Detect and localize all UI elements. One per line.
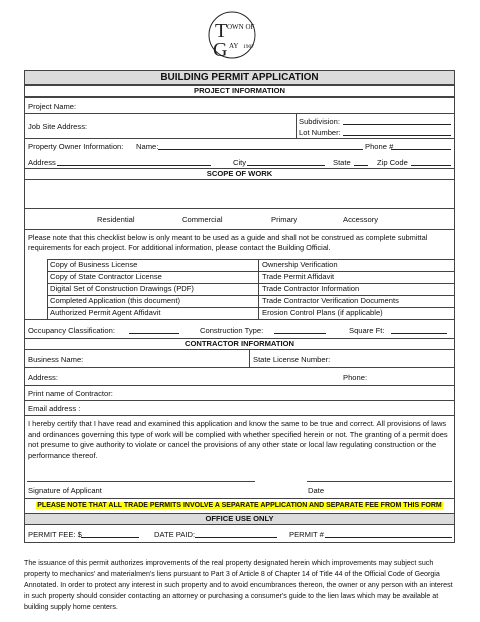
owner-name-label: Name: xyxy=(136,142,159,151)
subdivision-label: Subdivision: xyxy=(299,117,340,126)
checklist-item: Authorized Permit Agent Affidavit xyxy=(50,308,161,317)
logo-ay: AY xyxy=(229,42,239,50)
lot-number-label: Lot Number: xyxy=(299,128,341,137)
job-site-label: Job Site Address: xyxy=(28,122,88,131)
construction-type-label: Construction Type: xyxy=(200,326,264,335)
permit-fee-field[interactable] xyxy=(81,531,139,538)
license-number-label: State License Number: xyxy=(253,355,331,364)
svg-text:T: T xyxy=(215,20,228,42)
city-label: City xyxy=(233,158,247,167)
state-label: State xyxy=(333,158,351,167)
print-name-row xyxy=(24,385,455,401)
occupancy-field[interactable] xyxy=(129,327,179,334)
scope-description-area[interactable] xyxy=(24,179,455,209)
town-logo xyxy=(202,10,274,60)
permit-number-label: PERMIT # xyxy=(289,530,324,539)
checklist-item: Ownership Verification xyxy=(262,260,338,269)
subdivision-field[interactable] xyxy=(343,118,451,125)
date-paid-field[interactable] xyxy=(195,531,277,538)
owner-name-field[interactable] xyxy=(158,143,363,150)
lien-disclaimer: The issuance of this permit authorizes improvements of the real property designated herein which improvements may subject such property to mechanics' and materialmen's liens pursuant to Part 3 of Article 8 of Chapter 14 of Title 44 of the Official Code of Georgia Annotated. In order to protect any interest in such property and to avoid encumbrances thereon, the owner or any person with an interest in such property should consider contacting an attorney or purchasing a consumer's guide to the lien laws which may be available at building supply home centers. xyxy=(24,559,453,611)
zip-field[interactable] xyxy=(411,159,451,166)
checklist-note: Please note that this checklist below is only meant to be used as a guide and shall not be construed as complete submittal requirements for each project. For additional information, please contact the Building Official. xyxy=(28,233,428,252)
certification-section xyxy=(24,415,455,499)
owner-phone-label: Phone # xyxy=(365,142,394,151)
signature-line xyxy=(27,481,255,482)
zip-label: Zip Code xyxy=(377,158,408,167)
project-name-label: Project Name: xyxy=(28,102,77,111)
address-field[interactable] xyxy=(57,159,211,166)
checklist-item: Digital Set of Construction Drawings (PDF) xyxy=(50,284,194,293)
date-label: Date xyxy=(308,486,325,495)
project-name-row xyxy=(24,97,455,114)
checklist-item: Trade Permit Affidavit xyxy=(262,272,335,281)
trade-permit-notice xyxy=(24,498,455,514)
certification-text: I hereby certify that I have read and examined this application and know the same to be true and correct. All provisions of laws and ordinances governing this type of work will be complied with whether specified herein or not. The granting of a permit does not presume to give authority to violate or cancel the provisions of any other state or local law regulating construction or the performance thereof. xyxy=(28,419,448,460)
print-name-label: Print name of Contractor: xyxy=(28,389,113,398)
checklist-item: Trade Contractor Verification Documents xyxy=(262,296,399,305)
contractor-address-row xyxy=(24,367,455,386)
owner-phone-field[interactable] xyxy=(391,143,451,150)
office-row xyxy=(24,524,455,543)
construction-type-field[interactable] xyxy=(274,327,326,334)
signature-label: Signature of Applicant xyxy=(28,486,102,495)
office-header: OFFICE USE ONLY xyxy=(205,514,274,523)
checklist-item: Trade Contractor Information xyxy=(262,284,360,293)
owner-row xyxy=(24,138,455,169)
date-line xyxy=(307,481,452,482)
business-row xyxy=(24,349,455,368)
project-header: PROJECT INFORMATION xyxy=(194,86,285,95)
email-row xyxy=(24,400,455,416)
occupancy-label: Occupancy Classification: xyxy=(28,326,115,335)
scope-option-accessory[interactable]: Accessory xyxy=(343,215,379,224)
square-ft-field[interactable] xyxy=(391,327,447,334)
permit-fee-label: PERMIT FEE: $ xyxy=(28,530,82,539)
checklist-item: Erosion Control Plans (if applicable) xyxy=(262,308,383,317)
square-ft-label: Square Ft: xyxy=(349,326,385,335)
scope-option-primary[interactable]: Primary xyxy=(271,215,298,224)
state-field[interactable] xyxy=(354,159,368,166)
contractor-header: CONTRACTOR INFORMATION xyxy=(185,339,294,348)
city-field[interactable] xyxy=(247,159,325,166)
scope-options-row xyxy=(24,208,455,230)
email-label: Email address : xyxy=(28,404,81,413)
scope-option-commercial[interactable]: Commercial xyxy=(182,215,223,224)
notice-text: PLEASE NOTE THAT ALL TRADE PERMITS INVOLVE A SEPARATE APPLICATION AND SEPARATE FEE FROM THIS FORM xyxy=(37,502,442,509)
scope-option-residential[interactable]: Residential xyxy=(97,215,135,224)
checklist-table xyxy=(47,259,455,319)
classification-row xyxy=(24,319,455,339)
contractor-phone-label: Phone: xyxy=(343,373,368,382)
address-label: Address xyxy=(28,158,56,167)
logo-own-of: OWN OF xyxy=(227,23,255,31)
page-title: BUILDING PERMIT APPLICATION xyxy=(160,72,319,83)
owner-label: Property Owner Information: xyxy=(28,142,124,151)
checklist-item: Completed Application (this document) xyxy=(50,296,181,305)
scope-header: SCOPE OF WORK xyxy=(206,169,273,178)
title-bar xyxy=(24,70,455,85)
town-seal-icon xyxy=(202,10,274,60)
checklist-item: Copy of Business License xyxy=(50,260,138,269)
date-paid-label: DATE PAID: xyxy=(154,530,196,539)
lot-number-field[interactable] xyxy=(343,129,451,136)
business-name-label: Business Name: xyxy=(28,355,84,364)
contractor-address-label: Address: xyxy=(28,373,58,382)
job-site-row xyxy=(24,113,455,139)
checklist-item: Copy of State Contractor License xyxy=(50,272,162,281)
permit-number-field[interactable] xyxy=(325,531,452,538)
project-header-bar xyxy=(24,85,455,97)
svg-text:G: G xyxy=(213,39,228,60)
logo-year: 1907 xyxy=(243,44,254,50)
